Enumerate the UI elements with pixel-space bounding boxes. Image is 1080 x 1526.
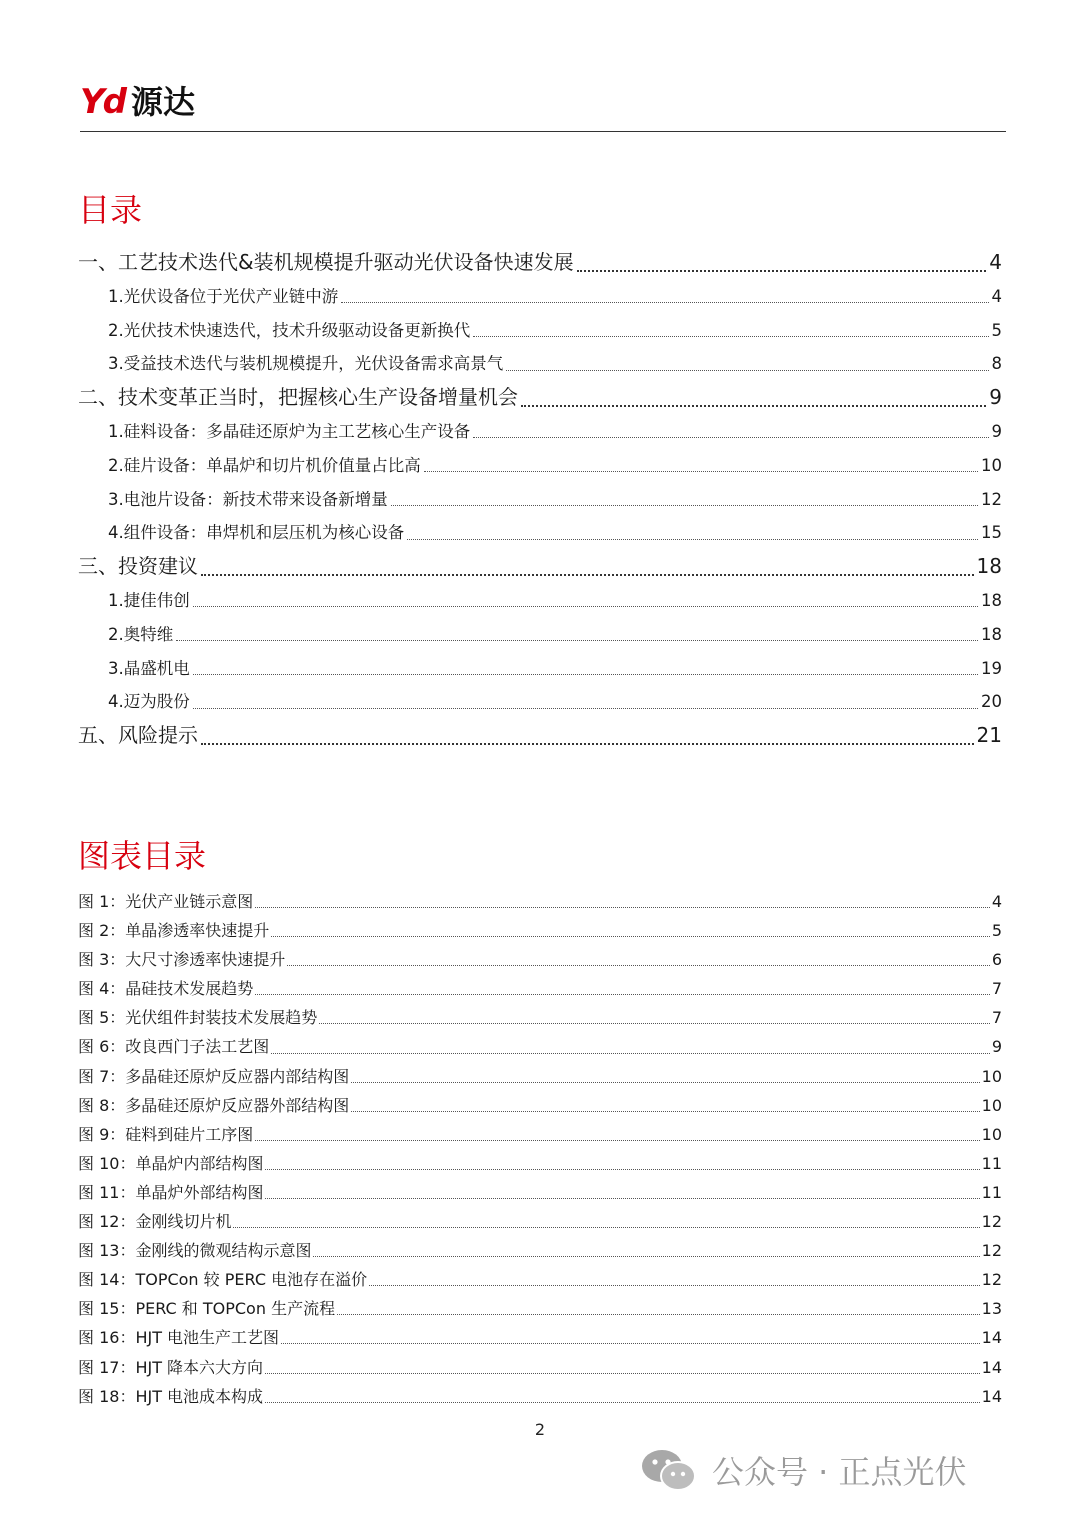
figure-label: 图 11：单晶炉外部结构图 <box>78 1182 264 1202</box>
toc-label: 三、投资建议 <box>78 554 198 579</box>
toc-label: 2.奥特维 <box>108 624 174 644</box>
toc-section[interactable] <box>78 280 1002 314</box>
figure-entry[interactable] <box>78 887 1002 916</box>
toc-chapter[interactable] <box>78 550 1002 584</box>
company-logo <box>80 82 195 122</box>
toc-leader <box>506 370 988 371</box>
watermark-text: 公众号 · 正点光伏 <box>712 1453 967 1491</box>
figure-leader <box>337 1314 980 1315</box>
figure-leader <box>287 965 990 966</box>
toc-leader <box>201 574 974 576</box>
figure-page-number: 11 <box>981 1182 1002 1202</box>
figure-entry[interactable] <box>78 1032 1002 1061</box>
figure-leader <box>351 1082 979 1083</box>
figure-label: 图 8：多晶硅还原炉反应器外部结构图 <box>78 1095 350 1115</box>
header-divider <box>80 131 1006 132</box>
figure-leader <box>369 1285 980 1286</box>
figure-entry[interactable] <box>78 1207 1002 1236</box>
figure-entry[interactable] <box>78 1178 1002 1207</box>
figure-entry[interactable] <box>78 1091 1002 1120</box>
toc-leader <box>193 674 978 675</box>
logo-text: 源达 <box>130 83 195 121</box>
toc-title: 目录 <box>78 191 143 229</box>
table-of-contents <box>78 246 1002 753</box>
figure-label: 图 4：晶硅技术发展趋势 <box>78 979 254 999</box>
figure-page-number: 14 <box>981 1328 1002 1348</box>
toc-leader <box>176 640 978 641</box>
figure-page-number: 10 <box>981 1095 1002 1115</box>
toc-label: 1.光伏设备位于光伏产业链中游 <box>108 286 339 306</box>
watermark <box>640 1440 967 1500</box>
figure-label: 图 14：TOPCon 较 PERC 电池存在溢价 <box>78 1270 368 1290</box>
figure-leader <box>271 936 990 937</box>
figure-label: 图 12：金刚线切片机 <box>78 1212 232 1232</box>
toc-label: 2.光伏技术快速迭代，技术升级驱动设备更新换代 <box>108 320 471 340</box>
figure-page-number: 12 <box>981 1241 1002 1261</box>
toc-leader <box>521 405 986 407</box>
figure-page-number: 6 <box>991 950 1002 970</box>
toc-leader <box>193 606 978 607</box>
figure-entry[interactable] <box>78 1294 1002 1323</box>
wechat-icon <box>640 1446 698 1494</box>
toc-section[interactable] <box>78 618 1002 652</box>
toc-section[interactable] <box>78 685 1002 719</box>
figure-label: 图 16：HJT 电池生产工艺图 <box>78 1328 280 1348</box>
figure-leader <box>255 907 990 908</box>
toc-page-number: 18 <box>976 554 1002 579</box>
figure-label: 图 7：多晶硅还原炉反应器内部结构图 <box>78 1066 350 1086</box>
figure-page-number: 12 <box>981 1212 1002 1232</box>
figure-entry[interactable] <box>78 1149 1002 1178</box>
toc-page-number: 19 <box>981 658 1002 678</box>
logo-mark: Yd <box>80 82 125 122</box>
figure-page-number: 9 <box>991 1037 1002 1057</box>
toc-page-number: 18 <box>981 590 1002 610</box>
toc-page-number: 10 <box>981 455 1002 475</box>
figure-page-number: 5 <box>991 921 1002 941</box>
toc-page-number: 9 <box>991 421 1002 441</box>
figure-page-number: 12 <box>981 1270 1002 1290</box>
toc-label: 2.硅片设备：单晶炉和切片机价值量占比高 <box>108 455 421 475</box>
toc-section[interactable] <box>78 516 1002 550</box>
figure-label: 图 10：单晶炉内部结构图 <box>78 1153 264 1173</box>
toc-chapter[interactable] <box>78 719 1002 753</box>
toc-label: 1.硅料设备：多晶硅还原炉为主工艺核心生产设备 <box>108 421 471 441</box>
toc-section[interactable] <box>78 415 1002 449</box>
toc-page-number: 21 <box>976 723 1002 748</box>
figure-entry[interactable] <box>78 974 1002 1003</box>
toc-label: 4.组件设备：串焊机和层压机为核心设备 <box>108 523 405 543</box>
toc-label: 1.捷佳伟创 <box>108 590 190 610</box>
figure-entry[interactable] <box>78 916 1002 945</box>
toc-leader <box>577 270 987 272</box>
toc-section[interactable] <box>78 347 1002 381</box>
figure-leader <box>351 1111 979 1112</box>
figure-entry[interactable] <box>78 1323 1002 1352</box>
figure-leader <box>233 1227 979 1228</box>
toc-leader <box>473 437 988 438</box>
toc-leader <box>391 505 978 506</box>
figure-label: 图 2：单晶渗透率快速提升 <box>78 921 270 941</box>
figure-page-number: 4 <box>991 892 1002 911</box>
toc-leader <box>424 471 978 472</box>
toc-leader <box>193 708 978 709</box>
toc-leader <box>473 336 988 337</box>
toc-leader <box>201 743 974 745</box>
toc-label: 二、技术变革正当时，把握核心生产设备增量机会 <box>78 385 518 410</box>
figure-page-number: 13 <box>981 1299 1002 1319</box>
figure-label: 图 6：改良西门子法工艺图 <box>78 1037 270 1057</box>
toc-page-number: 4 <box>991 286 1002 306</box>
toc-page-number: 12 <box>981 489 1002 509</box>
figure-page-number: 10 <box>981 1124 1002 1144</box>
figure-label: 图 3：大尺寸渗透率快速提升 <box>78 950 286 970</box>
toc-page-number: 4 <box>989 250 1002 274</box>
toc-section[interactable] <box>78 449 1002 483</box>
toc-page-number: 9 <box>989 385 1002 410</box>
toc-page-number: 15 <box>981 523 1002 543</box>
figure-page-number: 7 <box>991 979 1002 999</box>
toc-page-number: 8 <box>991 354 1002 374</box>
figure-entry[interactable] <box>78 945 1002 974</box>
toc-label: 一、工艺技术迭代&装机规模提升驱动光伏设备快速发展 <box>78 250 574 274</box>
toc-page-number: 20 <box>981 692 1002 712</box>
page-number: 2 <box>534 1420 546 1439</box>
figure-list <box>78 887 1002 1411</box>
toc-label: 五、风险提示 <box>78 723 198 748</box>
figure-page-number: 11 <box>981 1153 1002 1173</box>
toc-page-number: 18 <box>981 624 1002 644</box>
toc-leader <box>341 302 988 303</box>
figure-label: 图 18：HJT 电池成本构成 <box>78 1386 264 1406</box>
toc-label: 3.受益技术迭代与装机规模提升，光伏设备需求高景气 <box>108 354 504 374</box>
toc-section[interactable] <box>78 483 1002 517</box>
figure-entry[interactable] <box>78 1003 1002 1032</box>
page-header <box>80 78 1006 132</box>
toc-page-number: 5 <box>991 320 1002 340</box>
figure-leader <box>265 1198 979 1199</box>
toc-label: 4.迈为股份 <box>108 692 190 712</box>
figure-page-number: 10 <box>981 1066 1002 1086</box>
toc-leader <box>407 539 978 540</box>
figure-entry[interactable] <box>78 1120 1002 1149</box>
figure-leader <box>255 994 990 995</box>
figure-label: 图 1：光伏产业链示意图 <box>78 892 254 911</box>
figure-entry[interactable] <box>78 1236 1002 1265</box>
toc-chapter[interactable] <box>78 246 1002 280</box>
figure-leader <box>281 1343 980 1344</box>
figure-page-number: 7 <box>991 1008 1002 1028</box>
figure-leader <box>265 1402 980 1403</box>
figure-leader <box>271 1053 990 1054</box>
figure-leader <box>255 1140 979 1141</box>
toc-chapter[interactable] <box>78 381 1002 415</box>
figure-entry[interactable] <box>78 1265 1002 1294</box>
toc-section[interactable] <box>78 314 1002 348</box>
figure-entry[interactable] <box>78 1062 1002 1091</box>
figure-entry[interactable] <box>78 1353 1002 1382</box>
figures-title: 图表目录 <box>78 837 207 875</box>
figure-leader <box>313 1256 979 1257</box>
toc-label: 3.晶盛机电 <box>108 658 190 678</box>
figure-entry[interactable] <box>78 1382 1002 1411</box>
toc-section[interactable] <box>78 584 1002 618</box>
figure-label: 图 13：金刚线的微观结构示意图 <box>78 1241 312 1261</box>
figure-leader <box>265 1169 979 1170</box>
figure-leader <box>319 1023 990 1024</box>
figure-label: 图 5：光伏组件封装技术发展趋势 <box>78 1008 318 1028</box>
figure-page-number: 14 <box>981 1357 1002 1377</box>
toc-section[interactable] <box>78 652 1002 686</box>
figure-leader <box>265 1373 980 1374</box>
toc-label: 3.电池片设备：新技术带来设备新增量 <box>108 489 388 509</box>
figure-label: 图 17：HJT 降本六大方向 <box>78 1357 264 1377</box>
figure-page-number: 14 <box>981 1386 1002 1406</box>
figure-label: 图 9：硅料到硅片工序图 <box>78 1124 254 1144</box>
figure-label: 图 15：PERC 和 TOPCon 生产流程 <box>78 1299 336 1319</box>
